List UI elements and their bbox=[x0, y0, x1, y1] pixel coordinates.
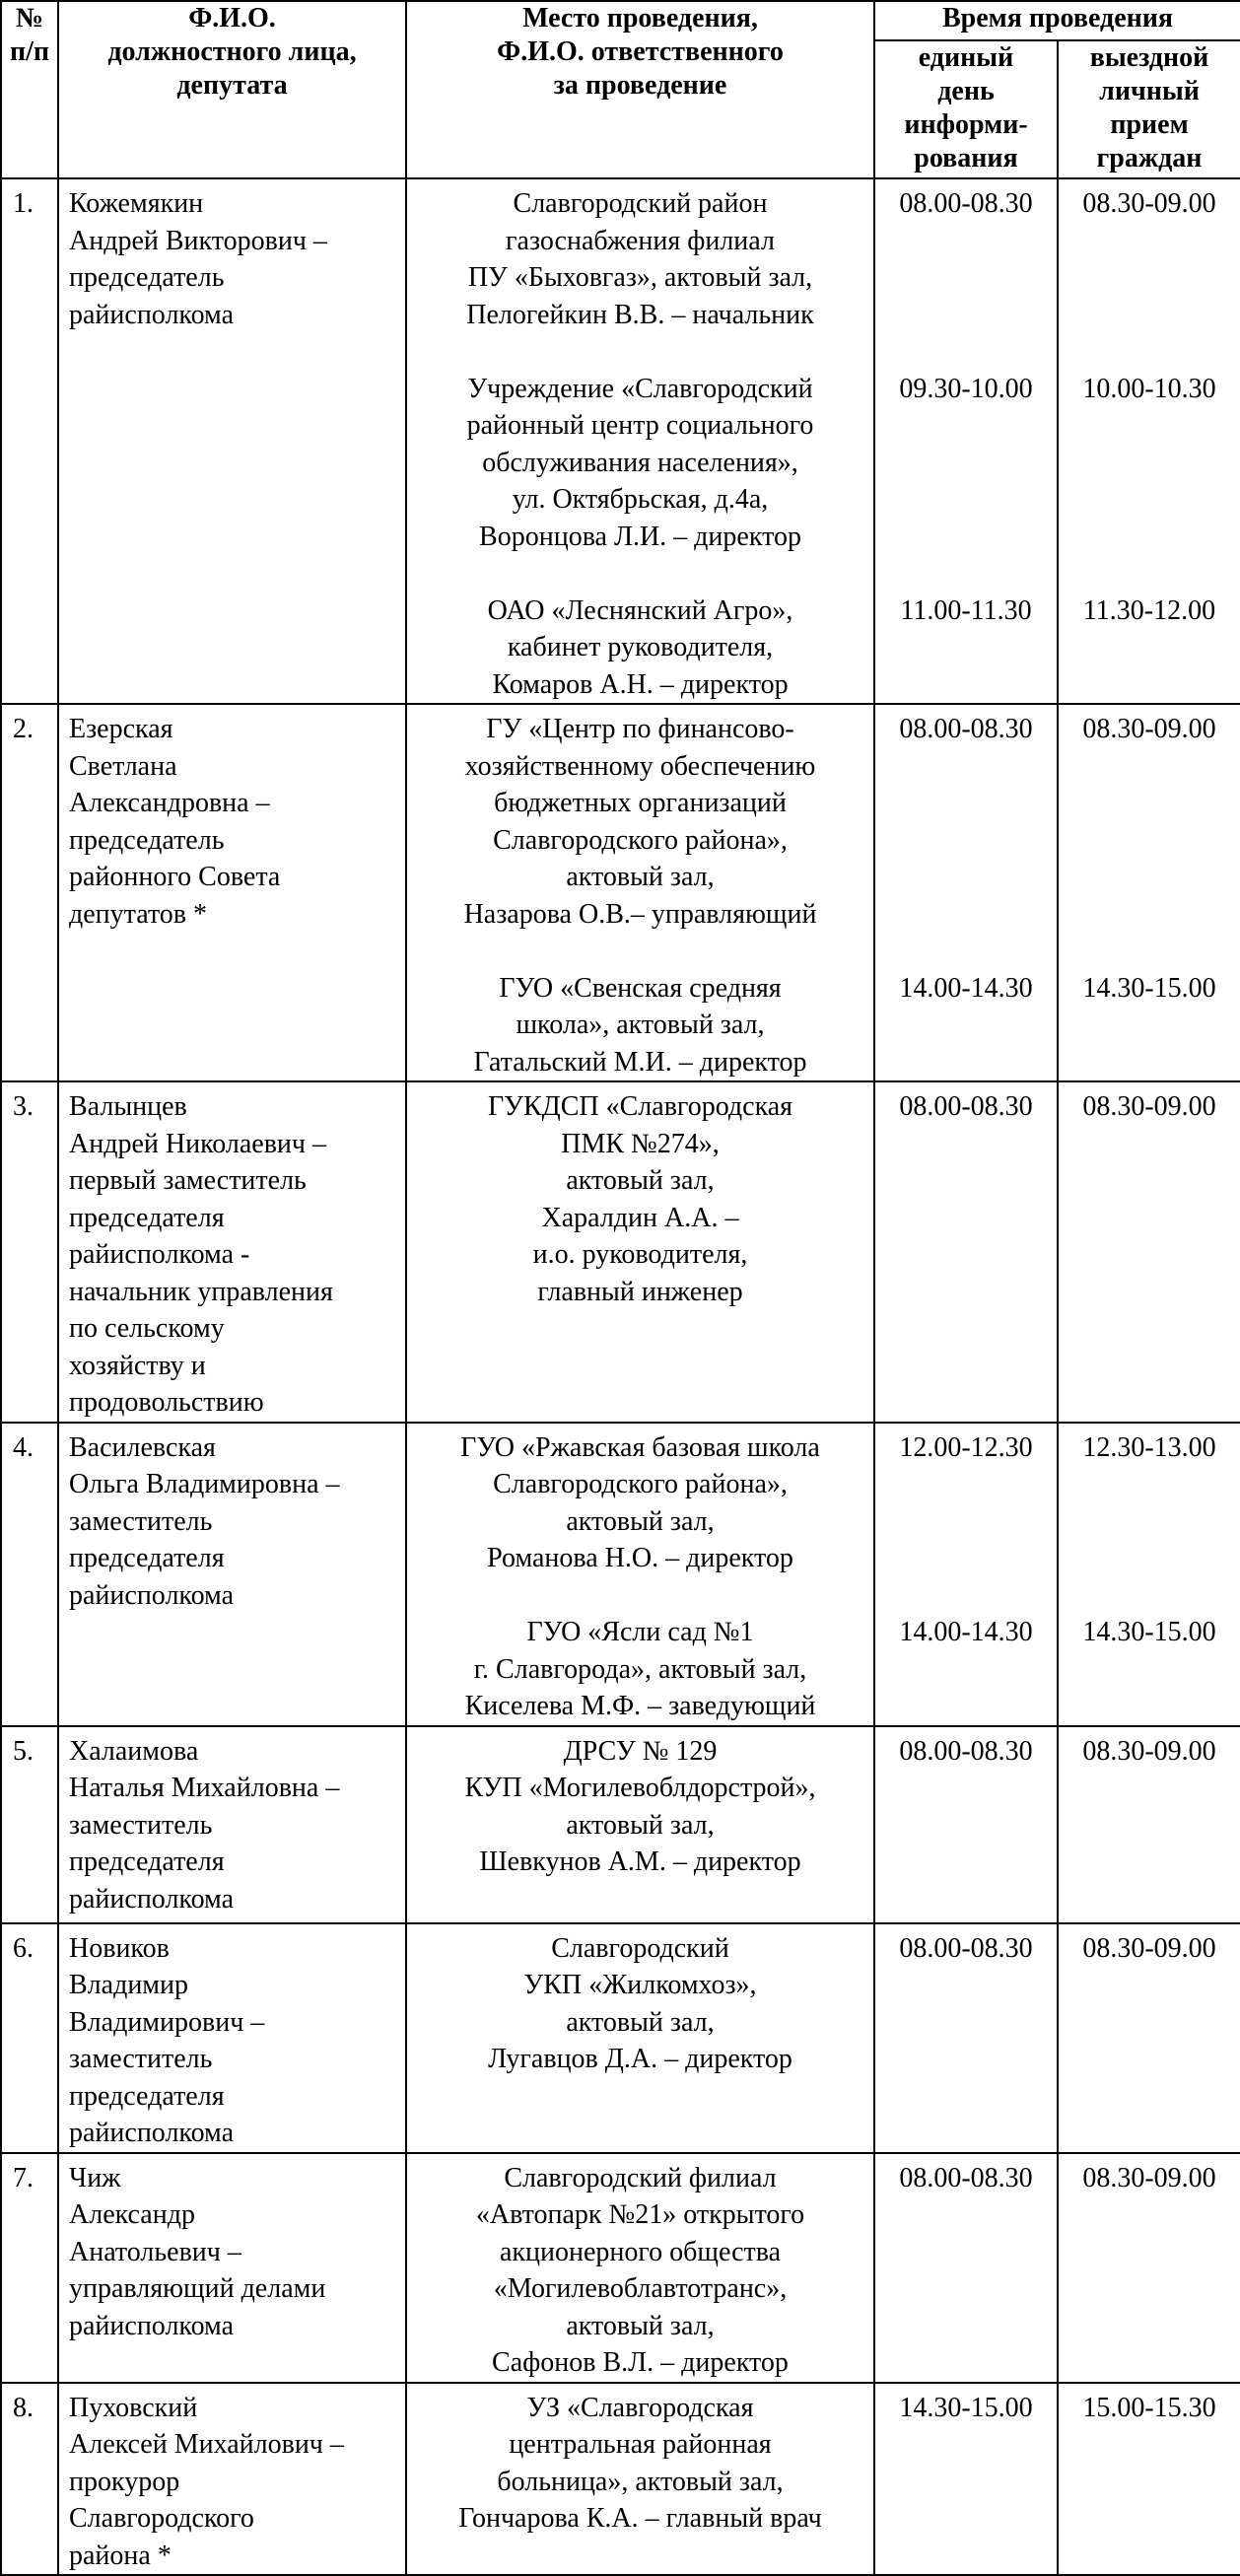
row-number: 3. bbox=[1, 1081, 58, 1423]
official-name: Кожемякин Андрей Викторович – председатель райисполкома bbox=[58, 178, 406, 704]
info-day-time-cell bbox=[874, 1081, 1058, 1423]
info-day-time: 12.00-12.30 bbox=[899, 1431, 1033, 1463]
venue-cell bbox=[406, 1726, 874, 1923]
row-number: 7. bbox=[1, 2153, 58, 2383]
reception-time: 08.30-09.00 bbox=[1082, 188, 1216, 219]
info-day-time: 08.00-08.30 bbox=[899, 188, 1033, 219]
official-name: Василевская Ольга Владимировна – заместитель председателя райисполкома bbox=[58, 1423, 406, 1726]
header-time: Время проведения bbox=[874, 1, 1240, 40]
row-number: 2. bbox=[1, 704, 58, 1081]
reception-time: 08.30-09.00 bbox=[1082, 1091, 1216, 1122]
venue-text: УЗ «Славгородская центральная районная больница», актовый зал, Гончарова К.А. – главный врач bbox=[458, 2392, 822, 2534]
spacer bbox=[875, 933, 1057, 970]
spacer bbox=[407, 1577, 873, 1615]
spacer bbox=[1059, 333, 1240, 371]
info-day-time: 08.00-08.30 bbox=[899, 1735, 1033, 1767]
info-day-time: 14.00-14.30 bbox=[899, 1617, 1033, 1647]
spacer bbox=[875, 333, 1057, 371]
venue-text: Учреждение «Славгородский районный центр социального обслуживания населения», ул. Октябрьская, д.4а, Воронцова Л.И. – директор bbox=[466, 373, 814, 552]
reception-time-cell bbox=[1058, 704, 1240, 1081]
info-day-time: 14.30-15.00 bbox=[899, 2392, 1033, 2423]
venue-text: ГУ «Центр по финансово- хозяйственному обеспечению бюджетных организаций Славгородского района», актовый зал, Назарова О.В.– управляющий bbox=[463, 714, 817, 930]
venue-text: Славгородский филиал «Автопарк №21» открытого акционерного общества «Могилевоблавтотранс», актовый зал, Сафонов В.Л. – директор bbox=[475, 2162, 805, 2378]
venue-cell bbox=[406, 704, 874, 1081]
official-name: Чиж Александр Анатольевич – управляющий делами райисполкома bbox=[58, 2153, 406, 2383]
venue-text: ДРСУ № 129 КУП «Могилевоблдорстрой», актовый зал, Шевкунов А.М. – директор bbox=[464, 1735, 816, 1877]
reception-time: 08.30-09.00 bbox=[1082, 1932, 1216, 1964]
reception-time: 12.30-13.00 bbox=[1082, 1431, 1216, 1463]
header-place: Место проведения, Ф.И.О. ответственного за проведение bbox=[406, 1, 874, 178]
info-day-time: 08.00-08.30 bbox=[899, 1091, 1033, 1122]
venue-text: ГУО «Ясли сад №1 г. Славгорода», актовый зал, Киселева М.Ф. – заведующий bbox=[464, 1617, 816, 1721]
header-row bbox=[1, 1, 1240, 40]
reception-time: 08.30-09.00 bbox=[1082, 714, 1216, 744]
reception-time-cell bbox=[1058, 2153, 1240, 2383]
reception-time-cell bbox=[1058, 178, 1240, 704]
official-name: Пуховский Алексей Михайлович – прокурор Славгородского района * bbox=[58, 2383, 406, 2576]
reception-time: 15.00-15.30 bbox=[1082, 2392, 1216, 2423]
venue-text: ГУО «Ржавская базовая школа Славгородского района», актовый зал, Романова Н.О. – директор bbox=[460, 1431, 820, 1573]
row-number: 1. bbox=[1, 178, 58, 704]
info-day-time: 09.30-10.00 bbox=[899, 373, 1033, 404]
header-num: № п/п bbox=[1, 1, 58, 178]
venue-cell bbox=[406, 178, 874, 704]
spacer bbox=[407, 333, 873, 371]
official-name: Езерская Светлана Александровна – председатель районного Совета депутатов * bbox=[58, 704, 406, 1081]
info-day-time-cell bbox=[874, 2383, 1058, 2576]
spacer bbox=[1059, 1577, 1240, 1615]
info-day-time-cell bbox=[874, 1726, 1058, 1923]
header-time-info-day: единый день информи- рования bbox=[874, 40, 1058, 178]
reception-time: 10.00-10.30 bbox=[1082, 373, 1216, 404]
info-day-time: 08.00-08.30 bbox=[899, 1932, 1033, 1964]
table-row bbox=[1, 704, 1240, 1081]
info-day-time-cell bbox=[874, 178, 1058, 704]
info-day-time: 08.00-08.30 bbox=[899, 714, 1033, 744]
venue-cell bbox=[406, 2383, 874, 2576]
spacer bbox=[875, 555, 1057, 592]
reception-time: 11.30-12.00 bbox=[1082, 594, 1216, 626]
info-day-time-cell bbox=[874, 1423, 1058, 1726]
info-day-time: 08.00-08.30 bbox=[899, 2162, 1033, 2193]
table-row bbox=[1, 1423, 1240, 1726]
spacer bbox=[1059, 555, 1240, 592]
venue-cell bbox=[406, 2153, 874, 2383]
row-number: 5. bbox=[1, 1726, 58, 1923]
venue-text: ГУО «Свенская средняя школа», актовый зал, Гатальский М.И. – директор bbox=[473, 972, 807, 1078]
official-name: Валынцев Андрей Николаевич – первый заместитель председателя райисполкома - начальник управления по сельскому хозяйству и продовольствию bbox=[58, 1081, 406, 1423]
venue-text: ОАО «Леснянский Агро», кабинет руководителя, Комаров А.Н. – директор bbox=[487, 594, 793, 700]
reception-time-cell bbox=[1058, 2383, 1240, 2576]
table-header bbox=[1, 1, 1240, 178]
reception-time: 14.30-15.00 bbox=[1082, 972, 1216, 1004]
table-row bbox=[1, 178, 1240, 704]
row-number: 4. bbox=[1, 1423, 58, 1726]
venue-text: Славгородский УКП «Жилкомхоз», актовый зал, Лугавцов Д.А. – директор bbox=[488, 1932, 792, 2074]
row-number: 6. bbox=[1, 1923, 58, 2153]
info-day-time-cell bbox=[874, 1923, 1058, 2153]
venue-text: Славгородский район газоснабжения филиал ПУ «Быховгаз», актовый зал, Пелогейкин В.В. – начальник bbox=[466, 188, 814, 330]
reception-time: 08.30-09.00 bbox=[1082, 2162, 1216, 2193]
venue-cell bbox=[406, 1423, 874, 1726]
table-row bbox=[1, 1923, 1240, 2153]
venue-text: ГУКДСП «Славгородская ПМК №274», актовый зал, Харалдин А.А. – и.о. руководителя, главный инженер bbox=[487, 1091, 793, 1307]
row-number: 8. bbox=[1, 2383, 58, 2576]
table-row bbox=[1, 2153, 1240, 2383]
venue-cell bbox=[406, 1081, 874, 1423]
reception-time-cell bbox=[1058, 1423, 1240, 1726]
official-name: Халаимова Наталья Михайловна – заместитель председателя райисполкома bbox=[58, 1726, 406, 1923]
info-day-time-cell bbox=[874, 704, 1058, 1081]
venue-cell bbox=[406, 1923, 874, 2153]
reception-time: 14.30-15.00 bbox=[1082, 1617, 1216, 1647]
table-row bbox=[1, 2383, 1240, 2576]
reception-time-cell bbox=[1058, 1923, 1240, 2153]
info-day-time-cell bbox=[874, 2153, 1058, 2383]
spacer bbox=[407, 933, 873, 970]
header-name: Ф.И.О. должностного лица, депутата bbox=[58, 1, 406, 178]
reception-time-cell bbox=[1058, 1081, 1240, 1423]
table-row bbox=[1, 1081, 1240, 1423]
spacer bbox=[407, 555, 873, 592]
spacer bbox=[1059, 933, 1240, 970]
table-row bbox=[1, 1726, 1240, 1923]
reception-time: 08.30-09.00 bbox=[1082, 1735, 1216, 1767]
spacer bbox=[875, 1577, 1057, 1615]
reception-time-cell bbox=[1058, 1726, 1240, 1923]
header-time-reception: выездной личный прием граждан bbox=[1058, 40, 1240, 178]
official-name: Новиков Владимир Владимирович – заместитель председателя райисполкома bbox=[58, 1923, 406, 2153]
info-day-time: 14.00-14.30 bbox=[899, 972, 1033, 1004]
info-day-time: 11.00-11.30 bbox=[900, 594, 1032, 626]
table-body bbox=[1, 178, 1240, 2575]
